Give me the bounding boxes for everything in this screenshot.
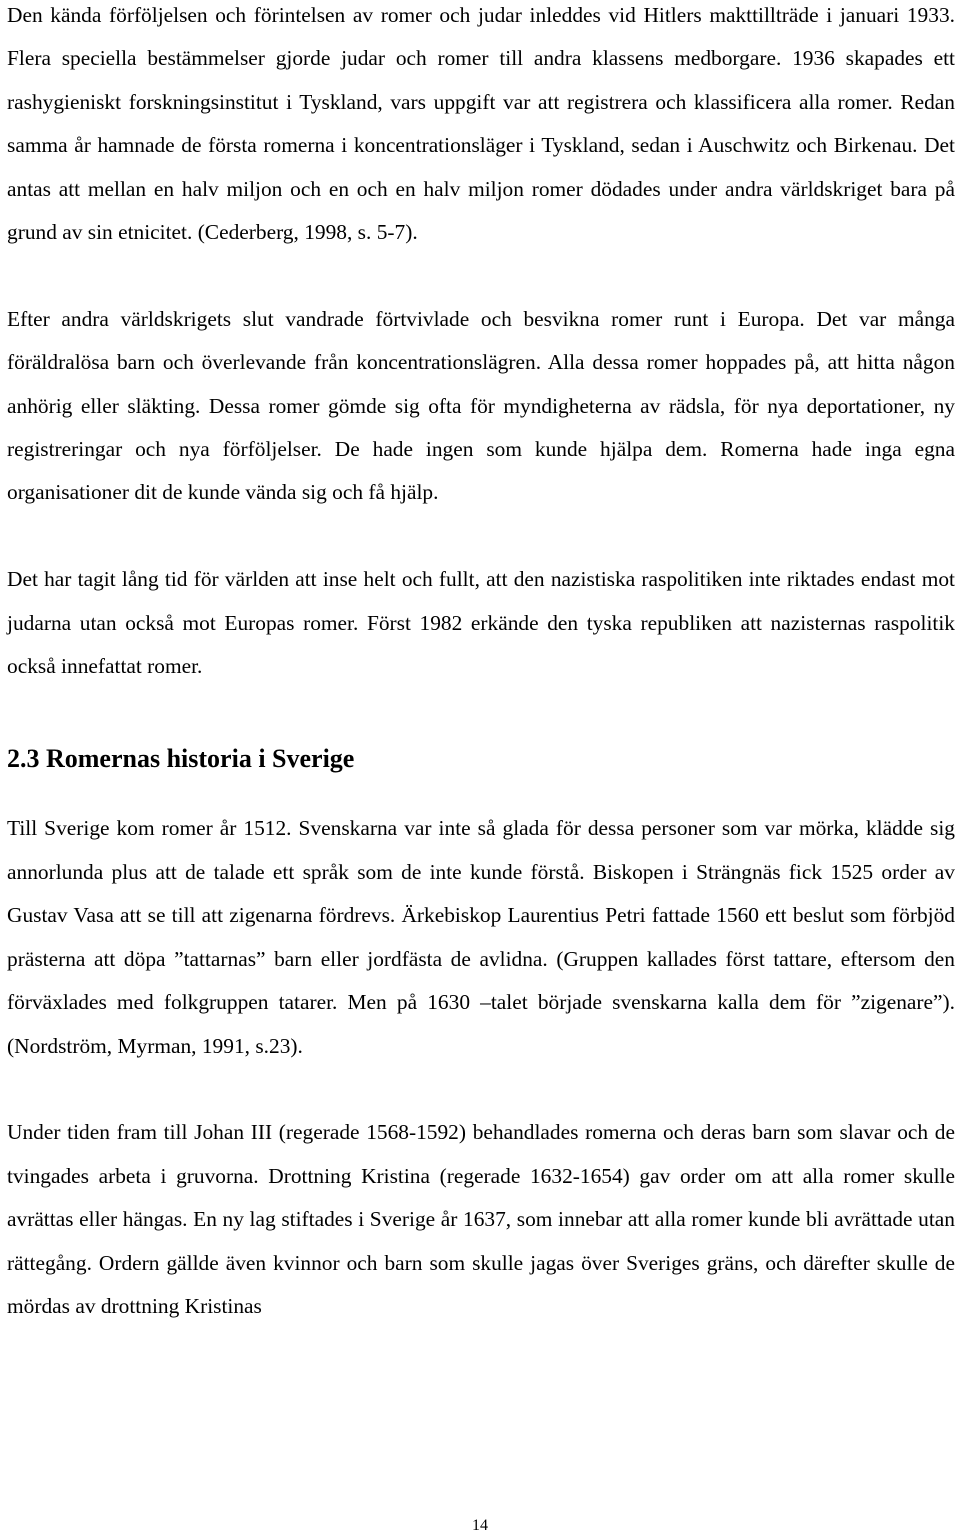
paragraph-recognition: Det har tagit lång tid för världen att inse helt och fullt, att den nazistiska raspolitiken inte riktades endast mot judarna utan också mot Europas romer. Först 1982 erkände den tyska republiken att nazisternas raspolitik också innefattat romer. bbox=[7, 567, 955, 679]
section-heading: 2.3 Romernas historia i Sverige bbox=[7, 744, 355, 774]
paragraph-persecution: Den kända förföljelsen och förintelsen av romer och judar inleddes vid Hitlers makttillträde i januari 1933. Flera speciella bestämmelser gjorde judar och romer till andra klassens medborgare. 1936 skapades ett rashygieniskt forskningsinstitut i Tyskland, vars uppgift var att registrera och klassificera alla romer. Redan samma år hamnade de första romerna i koncentrationsläger i Tyskland, sedan i Auschwitz och Birkenau. Det antas att mellan en halv miljon och en och en halv miljon romer dödades under andra världskriget bara på grund av sin etnicitet. (Cederberg, 1998, s. 5-7). bbox=[7, 3, 955, 245]
document-page bbox=[7, 0, 955, 1328]
page-number: 14 bbox=[472, 1517, 488, 1534]
paragraph-arrival-sweden: Till Sverige kom romer år 1512. Svenskarna var inte så glada för dessa personer som var mörka, klädde sig annorlunda plus att de talade ett språk som de inte kunde förstå. Biskopen i Strängnäs fick 1525 order av Gustav Vasa att se till att zigenarna fördrevs. Ärkebiskop Laurentius Petri fattade 1560 ett beslut som förbjöd prästerna att döpa ”tattarnas” barn eller jordfästa de avlidna. (Gruppen kallades först tattare, eftersom den förväxlades med folkgruppen tatarer. Men på 1630 –talet började svenskarna kalla dem för ”zigenare”). (Nordström, Myrman, 1991, s.23). bbox=[7, 816, 955, 1058]
paragraph-johan-kristina: Under tiden fram till Johan III (regerade 1568-1592) behandlades romerna och deras barn som slavar och de tvingades arbeta i gruvorna. Drottning Kristina (regerade 1632-1654) gav order om att alla romer skulle avrättas eller hängas. En ny lag stiftades i Sverige år 1637, som innebar att alla romer kunde bli avrättade utan rättegång. Ordern gällde även kvinnor och barn som skulle jagas över Sveriges gräns, och därefter skulle de mördas av drottning Kristinas bbox=[7, 1120, 955, 1318]
paragraph-after-war: Efter andra världskrigets slut vandrade förtvivlade och besvikna romer runt i Europa. Det var många föräldralösa barn och överlevande från koncentrationslägren. Alla dessa romer hoppades på, att hitta någon anhörig eller släkting. Dessa romer gömde sig ofta för myndigheterna av rädsla, för nya deportationer, ny registreringar och nya förföljelser. De hade ingen som kunde hjälpa dem. Romerna hade inga egna organisationer dit de kunde vända sig och få hjälp. bbox=[7, 306, 955, 505]
